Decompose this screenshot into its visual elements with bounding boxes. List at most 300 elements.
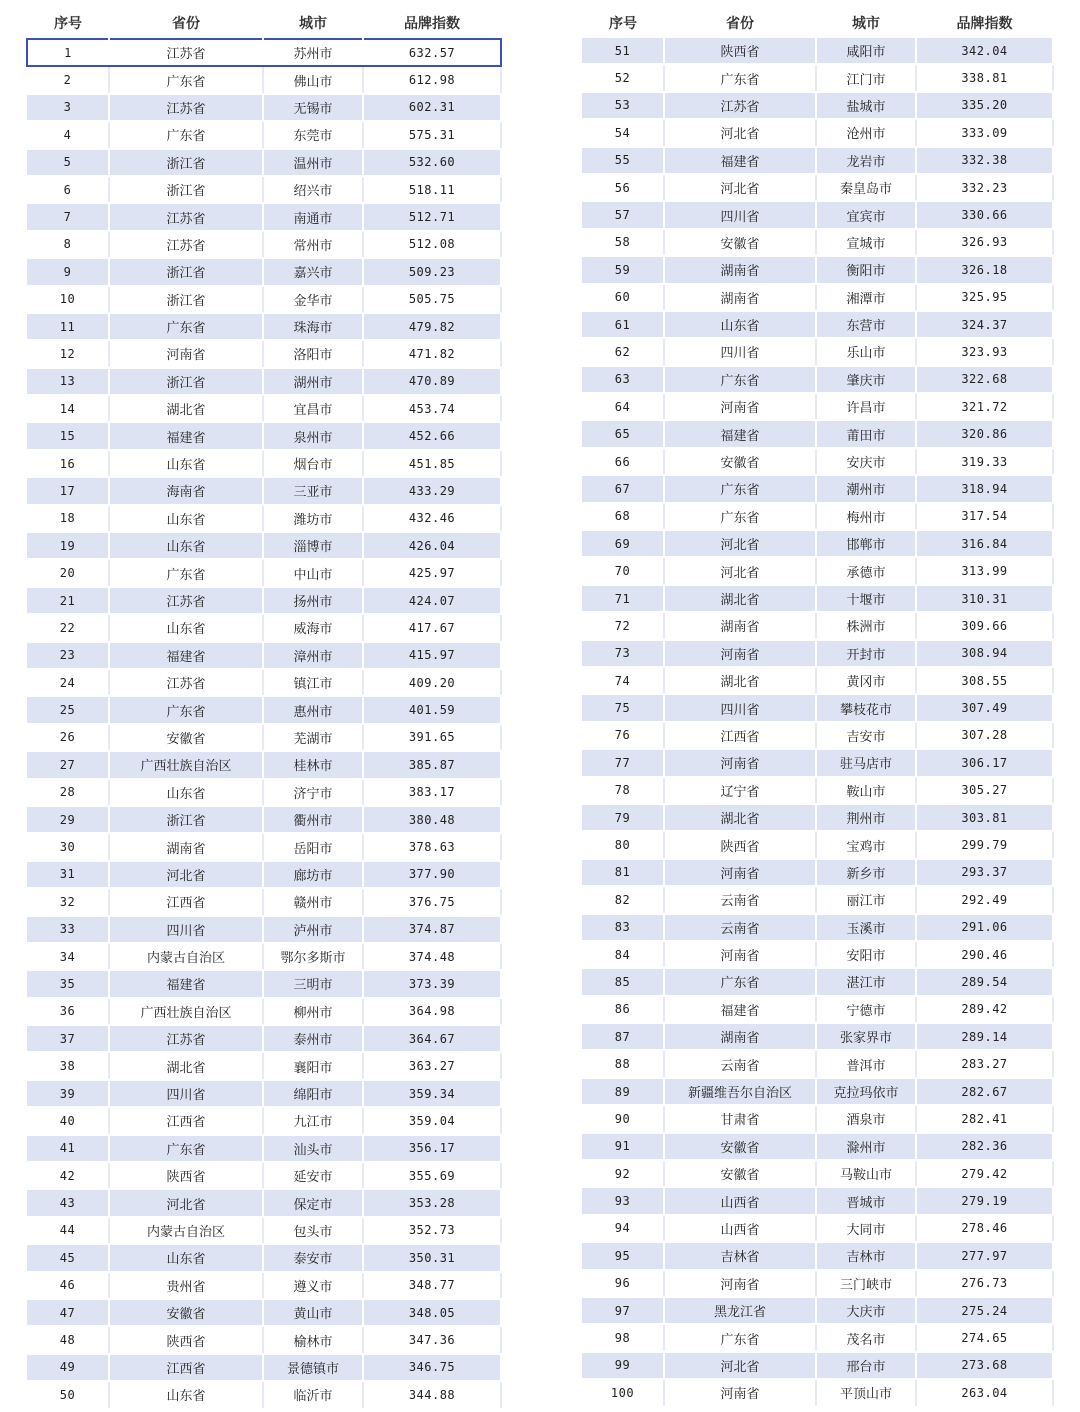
cell-brand-index[interactable]: 376.75	[363, 888, 501, 915]
cell-province[interactable]: 河北省	[664, 119, 816, 146]
cell-rank[interactable]: 74	[582, 667, 664, 694]
table-row[interactable]	[582, 256, 1053, 283]
cell-brand-index[interactable]: 471.82	[363, 340, 501, 367]
cell-brand-index[interactable]: 323.93	[916, 338, 1053, 365]
cell-province[interactable]: 山东省	[109, 450, 263, 477]
cell-province[interactable]: 湖南省	[664, 284, 816, 311]
cell-rank[interactable]: 69	[582, 530, 664, 557]
cell-city[interactable]: 马鞍山市	[816, 1160, 916, 1187]
cell-city[interactable]: 玉溪市	[816, 914, 916, 941]
table-row[interactable]	[27, 121, 501, 148]
cell-province[interactable]: 湖南省	[109, 833, 263, 860]
cell-rank[interactable]: 11	[27, 313, 109, 340]
table-row[interactable]	[582, 1352, 1053, 1379]
cell-rank[interactable]: 82	[582, 886, 664, 913]
cell-rank[interactable]: 57	[582, 201, 664, 228]
table-row[interactable]	[582, 147, 1053, 174]
cell-province[interactable]: 安徽省	[664, 1160, 816, 1187]
cell-rank[interactable]: 94	[582, 1215, 664, 1242]
cell-rank[interactable]: 1	[27, 39, 109, 66]
cell-rank[interactable]: 63	[582, 366, 664, 393]
table-row[interactable]	[582, 92, 1053, 119]
cell-rank[interactable]: 16	[27, 450, 109, 477]
cell-brand-index[interactable]: 320.86	[916, 420, 1053, 447]
table-row[interactable]	[582, 1270, 1053, 1297]
cell-brand-index[interactable]: 377.90	[363, 861, 501, 888]
cell-city[interactable]: 湘潭市	[816, 284, 916, 311]
cell-city[interactable]: 潮州市	[816, 475, 916, 502]
cell-province[interactable]: 河南省	[109, 340, 263, 367]
cell-rank[interactable]: 13	[27, 368, 109, 395]
table-row[interactable]	[27, 888, 501, 915]
cell-brand-index[interactable]: 308.94	[916, 640, 1053, 667]
cell-city[interactable]: 承德市	[816, 557, 916, 584]
cell-brand-index[interactable]: 452.66	[363, 422, 501, 449]
table-row[interactable]	[582, 174, 1053, 201]
cell-province[interactable]: 山东省	[109, 614, 263, 641]
table-row[interactable]	[27, 1025, 501, 1052]
cell-rank[interactable]: 34	[27, 943, 109, 970]
cell-city[interactable]: 驻马店市	[816, 749, 916, 776]
cell-brand-index[interactable]: 326.18	[916, 256, 1053, 283]
cell-province[interactable]: 福建省	[109, 970, 263, 997]
cell-brand-index[interactable]: 415.97	[363, 642, 501, 669]
cell-rank[interactable]: 27	[27, 751, 109, 778]
cell-rank[interactable]: 72	[582, 612, 664, 639]
cell-city[interactable]: 鄂尔多斯市	[263, 943, 363, 970]
cell-brand-index[interactable]: 308.55	[916, 667, 1053, 694]
cell-province[interactable]: 内蒙古自治区	[109, 943, 263, 970]
cell-province[interactable]: 河北省	[664, 557, 816, 584]
cell-province[interactable]: 湖北省	[664, 804, 816, 831]
table-row[interactable]	[582, 968, 1053, 995]
cell-city[interactable]: 常州市	[263, 231, 363, 258]
cell-brand-index[interactable]: 401.59	[363, 696, 501, 723]
cell-rank[interactable]: 45	[27, 1244, 109, 1271]
cell-city[interactable]: 普洱市	[816, 1050, 916, 1077]
cell-brand-index[interactable]: 342.04	[916, 38, 1053, 64]
cell-rank[interactable]: 50	[27, 1381, 109, 1408]
cell-province[interactable]: 河北省	[664, 174, 816, 201]
cell-province[interactable]: 广东省	[664, 503, 816, 530]
cell-city[interactable]: 宁德市	[816, 996, 916, 1023]
cell-rank[interactable]: 14	[27, 395, 109, 422]
cell-city[interactable]: 龙岩市	[816, 147, 916, 174]
cell-rank[interactable]: 64	[582, 393, 664, 420]
cell-province[interactable]: 黑龙江省	[664, 1297, 816, 1324]
cell-city[interactable]: 桂林市	[263, 751, 363, 778]
cell-brand-index[interactable]: 359.34	[363, 1080, 501, 1107]
cell-rank[interactable]: 49	[27, 1354, 109, 1381]
cell-province[interactable]: 安徽省	[109, 724, 263, 751]
cell-city[interactable]: 保定市	[263, 1189, 363, 1216]
table-row[interactable]	[582, 420, 1053, 447]
cell-brand-index[interactable]: 275.24	[916, 1297, 1053, 1324]
cell-rank[interactable]: 35	[27, 970, 109, 997]
cell-brand-index[interactable]: 279.19	[916, 1187, 1053, 1214]
cell-rank[interactable]: 90	[582, 1105, 664, 1132]
cell-province[interactable]: 浙江省	[109, 368, 263, 395]
table-row[interactable]	[582, 229, 1053, 256]
cell-brand-index[interactable]: 479.82	[363, 313, 501, 340]
cell-city[interactable]: 苏州市	[263, 39, 363, 66]
cell-rank[interactable]: 53	[582, 92, 664, 119]
table-row[interactable]	[582, 1297, 1053, 1324]
cell-city[interactable]: 漳州市	[263, 642, 363, 669]
cell-city[interactable]: 三门峡市	[816, 1270, 916, 1297]
cell-province[interactable]: 四川省	[664, 694, 816, 721]
cell-province[interactable]: 山东省	[109, 779, 263, 806]
table-row[interactable]	[27, 532, 501, 559]
cell-brand-index[interactable]: 335.20	[916, 92, 1053, 119]
cell-brand-index[interactable]: 409.20	[363, 669, 501, 696]
table-row[interactable]	[27, 1299, 501, 1326]
cell-province[interactable]: 吉林省	[664, 1242, 816, 1269]
cell-city[interactable]: 邢台市	[816, 1352, 916, 1379]
cell-province[interactable]: 广东省	[109, 313, 263, 340]
cell-province[interactable]: 江苏省	[109, 669, 263, 696]
cell-brand-index[interactable]: 307.28	[916, 722, 1053, 749]
cell-rank[interactable]: 31	[27, 861, 109, 888]
cell-province[interactable]: 广东省	[664, 968, 816, 995]
cell-brand-index[interactable]: 391.65	[363, 724, 501, 751]
cell-city[interactable]: 荆州市	[816, 804, 916, 831]
cell-city[interactable]: 三明市	[263, 970, 363, 997]
cell-province[interactable]: 山东省	[109, 1381, 263, 1408]
table-row[interactable]	[582, 777, 1053, 804]
cell-city[interactable]: 株洲市	[816, 612, 916, 639]
cell-rank[interactable]: 30	[27, 833, 109, 860]
table-row[interactable]	[582, 38, 1053, 64]
cell-province[interactable]: 河北省	[109, 1189, 263, 1216]
cell-rank[interactable]: 15	[27, 422, 109, 449]
cell-brand-index[interactable]: 299.79	[916, 831, 1053, 858]
cell-rank[interactable]: 80	[582, 831, 664, 858]
table-row[interactable]	[27, 1326, 501, 1353]
cell-rank[interactable]: 59	[582, 256, 664, 283]
cell-province[interactable]: 江苏省	[109, 231, 263, 258]
table-row[interactable]	[27, 559, 501, 586]
cell-rank[interactable]: 48	[27, 1326, 109, 1353]
cell-city[interactable]: 滁州市	[816, 1133, 916, 1160]
table-row[interactable]	[27, 970, 501, 997]
cell-brand-index[interactable]: 373.39	[363, 970, 501, 997]
cell-city[interactable]: 嘉兴市	[263, 258, 363, 285]
cell-province[interactable]: 陕西省	[109, 1326, 263, 1353]
cell-rank[interactable]: 3	[27, 94, 109, 121]
cell-city[interactable]: 佛山市	[263, 66, 363, 93]
cell-province[interactable]: 内蒙古自治区	[109, 1217, 263, 1244]
table-row[interactable]	[582, 1023, 1053, 1050]
cell-province[interactable]: 云南省	[664, 914, 816, 941]
cell-city[interactable]: 延安市	[263, 1162, 363, 1189]
cell-province[interactable]: 山东省	[109, 532, 263, 559]
cell-rank[interactable]: 5	[27, 149, 109, 176]
cell-city[interactable]: 淄博市	[263, 532, 363, 559]
cell-city[interactable]: 黄冈市	[816, 667, 916, 694]
cell-rank[interactable]: 19	[27, 532, 109, 559]
cell-brand-index[interactable]: 512.08	[363, 231, 501, 258]
cell-city[interactable]: 乐山市	[816, 338, 916, 365]
cell-rank[interactable]: 38	[27, 1052, 109, 1079]
cell-province[interactable]: 浙江省	[109, 258, 263, 285]
table-row[interactable]	[27, 39, 501, 66]
table-row[interactable]	[27, 1354, 501, 1381]
cell-brand-index[interactable]: 425.97	[363, 559, 501, 586]
cell-province[interactable]: 江苏省	[109, 94, 263, 121]
cell-brand-index[interactable]: 355.69	[363, 1162, 501, 1189]
table-row[interactable]	[27, 1080, 501, 1107]
cell-rank[interactable]: 4	[27, 121, 109, 148]
cell-brand-index[interactable]: 273.68	[916, 1352, 1053, 1379]
cell-rank[interactable]: 43	[27, 1189, 109, 1216]
cell-rank[interactable]: 41	[27, 1135, 109, 1162]
cell-rank[interactable]: 81	[582, 859, 664, 886]
cell-rank[interactable]: 91	[582, 1133, 664, 1160]
cell-rank[interactable]: 32	[27, 888, 109, 915]
cell-city[interactable]: 宜宾市	[816, 201, 916, 228]
cell-brand-index[interactable]: 426.04	[363, 532, 501, 559]
cell-city[interactable]: 吉林市	[816, 1242, 916, 1269]
cell-province[interactable]: 湖北省	[664, 667, 816, 694]
table-row[interactable]	[582, 1379, 1053, 1406]
cell-city[interactable]: 济宁市	[263, 779, 363, 806]
cell-rank[interactable]: 33	[27, 916, 109, 943]
cell-brand-index[interactable]: 385.87	[363, 751, 501, 778]
cell-brand-index[interactable]: 417.67	[363, 614, 501, 641]
cell-brand-index[interactable]: 326.93	[916, 229, 1053, 256]
cell-province[interactable]: 浙江省	[109, 176, 263, 203]
table-row[interactable]	[27, 1162, 501, 1189]
cell-city[interactable]: 梅州市	[816, 503, 916, 530]
cell-city[interactable]: 绍兴市	[263, 176, 363, 203]
cell-city[interactable]: 安阳市	[816, 941, 916, 968]
cell-city[interactable]: 东莞市	[263, 121, 363, 148]
cell-province[interactable]: 安徽省	[664, 1133, 816, 1160]
cell-rank[interactable]: 97	[582, 1297, 664, 1324]
table-row[interactable]	[582, 119, 1053, 146]
cell-brand-index[interactable]: 274.65	[916, 1324, 1053, 1351]
cell-province[interactable]: 山西省	[664, 1215, 816, 1242]
cell-city[interactable]: 开封市	[816, 640, 916, 667]
cell-province[interactable]: 云南省	[664, 1050, 816, 1077]
cell-brand-index[interactable]: 374.87	[363, 916, 501, 943]
cell-rank[interactable]: 88	[582, 1050, 664, 1077]
cell-brand-index[interactable]: 359.04	[363, 1107, 501, 1134]
cell-brand-index[interactable]: 364.67	[363, 1025, 501, 1052]
cell-brand-index[interactable]: 383.17	[363, 779, 501, 806]
cell-city[interactable]: 衡阳市	[816, 256, 916, 283]
cell-rank[interactable]: 12	[27, 340, 109, 367]
table-row[interactable]	[582, 1215, 1053, 1242]
cell-brand-index[interactable]: 348.05	[363, 1299, 501, 1326]
cell-rank[interactable]: 75	[582, 694, 664, 721]
cell-city[interactable]: 扬州市	[263, 587, 363, 614]
cell-brand-index[interactable]: 575.31	[363, 121, 501, 148]
cell-brand-index[interactable]: 346.75	[363, 1354, 501, 1381]
cell-brand-index[interactable]: 363.27	[363, 1052, 501, 1079]
cell-province[interactable]: 河南省	[664, 1270, 816, 1297]
table-row[interactable]	[27, 696, 501, 723]
cell-brand-index[interactable]: 289.54	[916, 968, 1053, 995]
cell-rank[interactable]: 8	[27, 231, 109, 258]
cell-rank[interactable]: 24	[27, 669, 109, 696]
cell-province[interactable]: 福建省	[664, 996, 816, 1023]
cell-province[interactable]: 河南省	[664, 1379, 816, 1406]
cell-brand-index[interactable]: 310.31	[916, 585, 1053, 612]
cell-rank[interactable]: 17	[27, 477, 109, 504]
table-row[interactable]	[27, 395, 501, 422]
cell-province[interactable]: 广东省	[109, 121, 263, 148]
cell-brand-index[interactable]: 303.81	[916, 804, 1053, 831]
cell-brand-index[interactable]: 289.14	[916, 1023, 1053, 1050]
cell-rank[interactable]: 10	[27, 286, 109, 313]
table-row[interactable]	[27, 1381, 501, 1408]
cell-province[interactable]: 浙江省	[109, 806, 263, 833]
cell-city[interactable]: 宝鸡市	[816, 831, 916, 858]
table-row[interactable]	[582, 640, 1053, 667]
table-row[interactable]	[27, 422, 501, 449]
cell-rank[interactable]: 68	[582, 503, 664, 530]
cell-province[interactable]: 陕西省	[664, 831, 816, 858]
cell-brand-index[interactable]: 290.46	[916, 941, 1053, 968]
table-row[interactable]	[27, 505, 501, 532]
cell-province[interactable]: 福建省	[664, 147, 816, 174]
cell-province[interactable]: 湖南省	[664, 256, 816, 283]
table-row[interactable]	[27, 1107, 501, 1134]
cell-brand-index[interactable]: 317.54	[916, 503, 1053, 530]
cell-city[interactable]: 潍坊市	[263, 505, 363, 532]
cell-city[interactable]: 秦皇岛市	[816, 174, 916, 201]
cell-rank[interactable]: 18	[27, 505, 109, 532]
cell-brand-index[interactable]: 330.66	[916, 201, 1053, 228]
cell-brand-index[interactable]: 432.46	[363, 505, 501, 532]
cell-city[interactable]: 临沂市	[263, 1381, 363, 1408]
table-row[interactable]	[582, 1324, 1053, 1351]
table-row[interactable]	[582, 1242, 1053, 1269]
cell-brand-index[interactable]: 348.77	[363, 1272, 501, 1299]
table-row[interactable]	[27, 1217, 501, 1244]
cell-city[interactable]: 珠海市	[263, 313, 363, 340]
table-row[interactable]	[582, 530, 1053, 557]
cell-brand-index[interactable]: 278.46	[916, 1215, 1053, 1242]
cell-rank[interactable]: 2	[27, 66, 109, 93]
table-row[interactable]	[27, 149, 501, 176]
cell-brand-index[interactable]: 322.68	[916, 366, 1053, 393]
cell-province[interactable]: 山东省	[664, 311, 816, 338]
cell-city[interactable]: 吉安市	[816, 722, 916, 749]
cell-brand-index[interactable]: 333.09	[916, 119, 1053, 146]
cell-province[interactable]: 贵州省	[109, 1272, 263, 1299]
cell-rank[interactable]: 98	[582, 1324, 664, 1351]
table-row[interactable]	[582, 64, 1053, 91]
cell-province[interactable]: 湖南省	[664, 612, 816, 639]
cell-province[interactable]: 江苏省	[109, 587, 263, 614]
cell-province[interactable]: 陕西省	[664, 38, 816, 64]
cell-brand-index[interactable]: 307.49	[916, 694, 1053, 721]
cell-province[interactable]: 广西壮族自治区	[109, 751, 263, 778]
cell-province[interactable]: 湖北省	[664, 585, 816, 612]
cell-city[interactable]: 宣城市	[816, 229, 916, 256]
cell-city[interactable]: 遵义市	[263, 1272, 363, 1299]
cell-province[interactable]: 广东省	[109, 66, 263, 93]
table-row[interactable]	[27, 340, 501, 367]
cell-province[interactable]: 四川省	[109, 1080, 263, 1107]
cell-rank[interactable]: 67	[582, 475, 664, 502]
cell-province[interactable]: 山东省	[109, 1244, 263, 1271]
cell-city[interactable]: 中山市	[263, 559, 363, 586]
cell-province[interactable]: 福建省	[109, 642, 263, 669]
cell-brand-index[interactable]: 332.23	[916, 174, 1053, 201]
cell-province[interactable]: 云南省	[664, 886, 816, 913]
cell-province[interactable]: 浙江省	[109, 286, 263, 313]
cell-city[interactable]: 克拉玛依市	[816, 1078, 916, 1105]
table-row[interactable]	[27, 66, 501, 93]
cell-city[interactable]: 衢州市	[263, 806, 363, 833]
cell-city[interactable]: 芜湖市	[263, 724, 363, 751]
cell-brand-index[interactable]: 338.81	[916, 64, 1053, 91]
cell-province[interactable]: 福建省	[109, 422, 263, 449]
cell-rank[interactable]: 47	[27, 1299, 109, 1326]
cell-rank[interactable]: 6	[27, 176, 109, 203]
cell-brand-index[interactable]: 289.42	[916, 996, 1053, 1023]
cell-rank[interactable]: 58	[582, 229, 664, 256]
cell-city[interactable]: 攀枝花市	[816, 694, 916, 721]
cell-rank[interactable]: 42	[27, 1162, 109, 1189]
cell-province[interactable]: 江西省	[109, 1354, 263, 1381]
table-row[interactable]	[582, 475, 1053, 502]
cell-rank[interactable]: 96	[582, 1270, 664, 1297]
cell-city[interactable]: 湛江市	[816, 968, 916, 995]
table-row[interactable]	[27, 450, 501, 477]
cell-brand-index[interactable]: 532.60	[363, 149, 501, 176]
cell-city[interactable]: 新乡市	[816, 859, 916, 886]
cell-brand-index[interactable]: 380.48	[363, 806, 501, 833]
cell-rank[interactable]: 25	[27, 696, 109, 723]
table-row[interactable]	[27, 943, 501, 970]
cell-province[interactable]: 湖北省	[109, 395, 263, 422]
table-row[interactable]	[27, 1189, 501, 1216]
table-row[interactable]	[582, 338, 1053, 365]
table-row[interactable]	[27, 258, 501, 285]
table-row[interactable]	[27, 231, 501, 258]
table-row[interactable]	[27, 998, 501, 1025]
cell-brand-index[interactable]: 356.17	[363, 1135, 501, 1162]
table-row[interactable]	[27, 286, 501, 313]
cell-city[interactable]: 威海市	[263, 614, 363, 641]
cell-brand-index[interactable]: 353.28	[363, 1189, 501, 1216]
cell-city[interactable]: 汕头市	[263, 1135, 363, 1162]
cell-brand-index[interactable]: 263.04	[916, 1379, 1053, 1406]
cell-city[interactable]: 镇江市	[263, 669, 363, 696]
cell-city[interactable]: 榆林市	[263, 1326, 363, 1353]
table-row[interactable]	[27, 642, 501, 669]
table-row[interactable]	[27, 806, 501, 833]
table-row[interactable]	[27, 1244, 501, 1271]
table-row[interactable]	[27, 833, 501, 860]
cell-brand-index[interactable]: 309.66	[916, 612, 1053, 639]
table-row[interactable]	[27, 176, 501, 203]
table-row[interactable]	[582, 941, 1053, 968]
cell-province[interactable]: 江苏省	[109, 39, 263, 66]
cell-province[interactable]: 安徽省	[109, 1299, 263, 1326]
cell-rank[interactable]: 56	[582, 174, 664, 201]
cell-province[interactable]: 江苏省	[664, 92, 816, 119]
table-row[interactable]	[582, 749, 1053, 776]
table-row[interactable]	[582, 503, 1053, 530]
cell-brand-index[interactable]: 279.42	[916, 1160, 1053, 1187]
table-row[interactable]	[582, 831, 1053, 858]
